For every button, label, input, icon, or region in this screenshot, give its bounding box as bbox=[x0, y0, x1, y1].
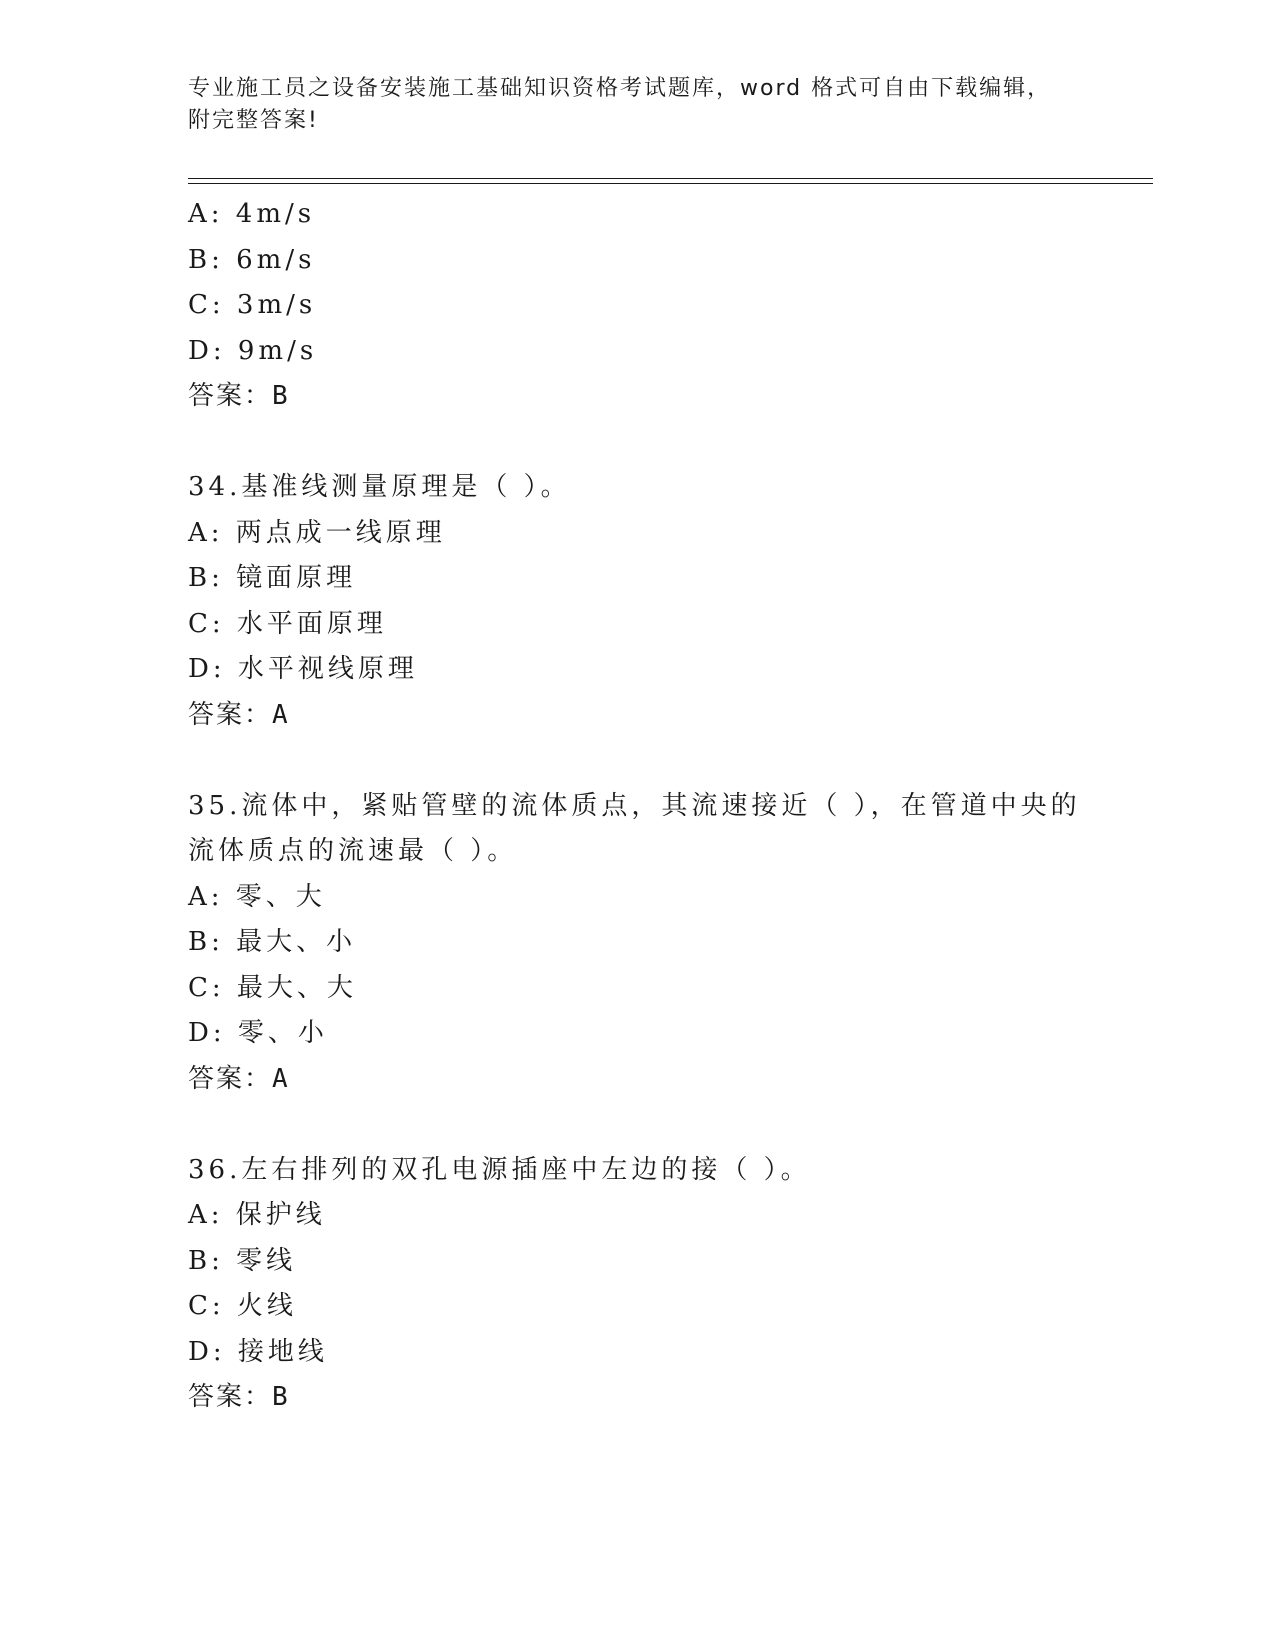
answer-value: A bbox=[272, 1063, 290, 1094]
question-stem: 36.左右排列的双孔电源插座中左边的接（ ）。 bbox=[188, 1154, 811, 1185]
answer-value: B bbox=[272, 381, 290, 411]
option-b: B: 零线 bbox=[188, 1245, 297, 1276]
option-c: C: 火线 bbox=[188, 1291, 297, 1321]
option-a: A: 保护线 bbox=[188, 1200, 326, 1230]
option-a: A: 两点成一线原理 bbox=[188, 517, 446, 548]
question-stem: 34.基准线测量原理是（ ）。 bbox=[188, 472, 571, 502]
question-stem-line-2: 流体质点的流速最（ ）。 bbox=[188, 836, 518, 866]
option-b: B: 镜面原理 bbox=[188, 563, 357, 593]
option-c: C: 水平面原理 bbox=[188, 608, 387, 639]
option-b: B: 6m/s bbox=[188, 244, 316, 275]
question-spacer bbox=[188, 1102, 1153, 1148]
option-b: B: 最大、小 bbox=[188, 927, 357, 957]
header-line-2: 附完整答案! bbox=[188, 108, 319, 133]
header-rule-bottom bbox=[188, 183, 1153, 184]
question-34 bbox=[188, 465, 1153, 738]
header-rule-top bbox=[188, 178, 1153, 179]
option-a: A: 零、大 bbox=[188, 881, 326, 912]
question-33 bbox=[188, 192, 1153, 420]
option-a: A: 4m/s bbox=[188, 199, 316, 229]
answer-label: 答案： bbox=[188, 1382, 273, 1412]
option-d: D: 9m/s bbox=[188, 335, 318, 366]
header-line-1: 专业施工员之设备安装施工基础知识资格考试题库，word 格式可自由下载编辑， bbox=[188, 76, 1052, 101]
option-d: D: 零、小 bbox=[188, 1018, 328, 1048]
answer-label: 答案： bbox=[188, 1063, 273, 1094]
document-header bbox=[188, 73, 1088, 137]
answer-line bbox=[188, 693, 1153, 739]
answer-label: 答案： bbox=[188, 381, 273, 411]
answer-value: A bbox=[272, 699, 290, 730]
answer-line bbox=[188, 1375, 1153, 1421]
question-36 bbox=[188, 1148, 1153, 1421]
question-list bbox=[188, 192, 1153, 1421]
answer-value: B bbox=[272, 1382, 290, 1412]
option-c: C: 最大、大 bbox=[188, 972, 357, 1003]
option-c: C: 3m/s bbox=[188, 290, 317, 320]
question-stem-line-1: 35.流体中，紧贴管壁的流体质点，其流速接近（ ），在管道中央的 bbox=[188, 790, 1081, 821]
answer-line bbox=[188, 1057, 1153, 1103]
option-d: D: 接地线 bbox=[188, 1336, 328, 1367]
answer-line bbox=[188, 374, 1153, 420]
question-spacer bbox=[188, 738, 1153, 784]
option-d: D: 水平视线原理 bbox=[188, 654, 418, 684]
question-spacer bbox=[188, 420, 1153, 466]
answer-label: 答案： bbox=[188, 699, 273, 730]
question-35 bbox=[188, 784, 1153, 1103]
